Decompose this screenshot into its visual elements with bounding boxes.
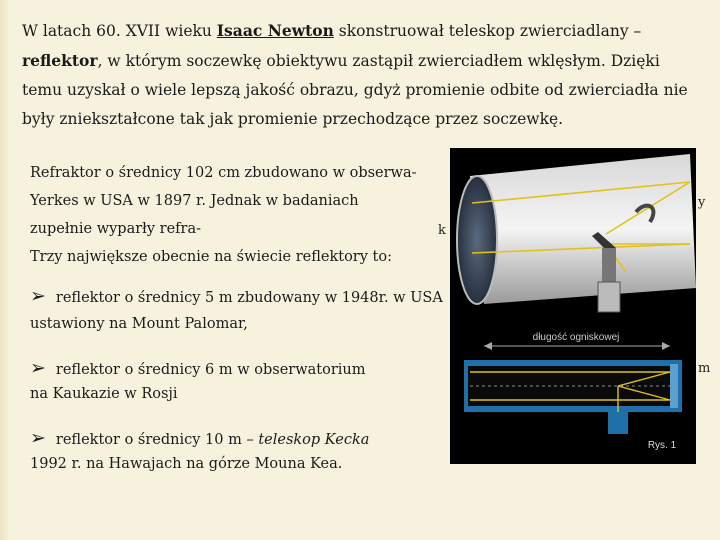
fragment-k: k [438,223,446,238]
arrow-bullet-icon: ➢ [30,427,46,449]
bullet-1-line-1 [30,285,443,307]
intro-text-3: , w którym soczewkę obiektywu zastąpił zwierciadłem wklęsłym. Dzięki temu uzyskał o wiele lepszą jakość obrazu, gdyż promienie odbite od zwierciadła nie były zniekształcone tak jak promienie przechodzące przez soczewkę. [22,52,688,128]
intro-text-2: skonstruował teleskop zwierciadlany – [333,22,642,40]
bullet-2-line-1 [30,357,366,379]
reflektor-term: reflektor [22,51,98,70]
bullet-3-text: reflektor o średnicy 10 m – [55,432,259,448]
fragment-m: m [698,361,711,376]
eyepiece [598,282,620,312]
focal-length-label: długość ogniskowej [532,332,620,343]
fragment-y: y [698,195,706,210]
bullet-1-text: reflektor o średnicy 5 m zbudowany w 1948r. w USA [55,290,443,306]
bullet-3-line-1 [30,427,369,449]
body-line-2: Yerkes w USA w 1897 r. Jednak w badaniach [30,193,359,209]
telescope-tube [470,154,696,304]
newton-name: Isaac Newton [216,21,334,40]
figure-caption: Rys. 1 [647,440,677,451]
bullet-3-line-2: 1992 r. na Hawajach na górze Mouna Kea. [30,456,343,472]
body-line-3: zupełnie wyparły refra- [30,221,202,237]
telescope-illustration [450,148,696,464]
telescope-aperture [457,176,497,304]
schematic-eyepiece [608,412,628,434]
telescope-figure [450,148,696,464]
keck-telescope: teleskop Kecka [258,432,370,448]
bullet-1-line-2: ustawiony na Mount Palomar, [30,316,248,332]
bullet-2-line-2: na Kaukazie w Rosji [30,386,178,402]
intro-paragraph [22,16,698,134]
slide-edge [0,0,10,540]
body-line-1: Refraktor o średnicy 102 cm zbudowano w obserwa- [30,165,417,181]
arrow-bullet-icon: ➢ [30,357,46,379]
body-line-4: Trzy największe obecnie na świecie reflektory to: [30,249,392,265]
arrow-bullet-icon: ➢ [30,285,46,307]
intro-text-1: W latach 60. XVII wieku [22,22,217,40]
bullet-2-text: reflektor o średnicy 6 m w obserwatorium [55,362,366,378]
